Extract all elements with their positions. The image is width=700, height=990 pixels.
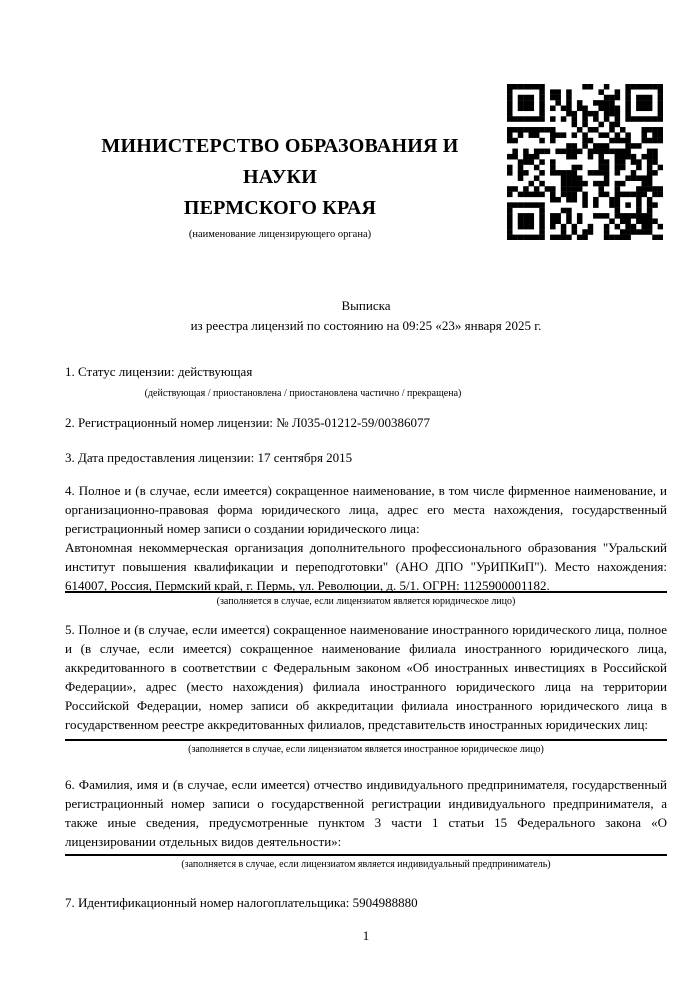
item-5-foreign-entity: 5. Полное и (в случае, если имеется) сокращенное наименование иностранного юридического лица, полное и (в случае, если имеется) сокращенное наименование филиала иностранного юридического лица, аккредитованного в соответствии с Федеральным законом «Об иностранных инвестициях в Российской Федерации», адрес (место нахождения) филиала иностранного юридического лица на территории Российской Федерации, номер записи об аккредитации филиала иностранного юридического лица в государственном реестре аккредитованных филиалов, представительств иностранных юридических лиц: [65,622,667,732]
ministry-caption: (наименование лицензирующего органа) [188,229,372,240]
qr-code-icon [507,84,663,240]
document-subtitle: из реестра лицензий по состоянию на 09:25 «23» января 2025 г. [190,318,542,333]
licensing-authority-header [65,131,495,241]
document-title: Выписка [341,298,391,313]
item-5-caption: (заполняется в случае, если лицензиатом является иностранное юридическое лицо) [188,744,544,755]
item-6-caption: (заполняется в случае, если лицензиатом является индивидуальный предприниматель) [181,859,551,870]
item-4-value: Автономная некоммерческая организация дополнительного профессионального образования "Уральский институт повышения квалификации и переподготовки" (АНО ДПО "УрИПКиП"). Место нахождения: 614007, Россия, Пермский край, г. Пермь, ул. Революции, д. 5/1. ОГРН: 1125900001182. [65,540,667,593]
item-7-taxpayer-id: 7. Идентификационный номер налогоплательщика: 5904988880 [65,895,418,910]
item-6-entrepreneur: 6. Фамилия, имя и (в случае, если имеется) отчество индивидуального предпринимателя, государственный регистрационный номер записи о государственной регистрации индивидуального предпринимателя, а также иные сведения, предусмотренные пунктом 3 части 1 статьи 15 Федерального закона «О лицензировании отдельных видов деятельности»: [65,777,667,849]
item-4-caption: (заполняется в случае, если лицензиатом является юридическое лицо) [216,596,516,607]
foreign-entity-fill-line [65,739,667,741]
item-1-license-status: 1. Статус лицензии: действующая [65,364,253,379]
entrepreneur-fill-line [65,854,667,856]
document-title-block [65,296,667,336]
ministry-name-line1: МИНИСТЕРСТВО ОБРАЗОВАНИЯ И НАУКИ [101,135,459,188]
ministry-name [65,131,495,224]
legal-entity-fill-line [65,591,667,593]
item-4-intro: 4. Полное и (в случае, если имеется) сокращенное наименование, в том числе фирменное наименование, и организационно-правовая форма юридического лица, адрес его места нахождения, государственный регистрационный номер записи о создании юридического лица: [65,483,667,536]
item-4-legal-entity [65,481,667,595]
item-3-grant-date: 3. Дата предоставления лицензии: 17 сентября 2015 [65,450,353,465]
item-2-registration-number: 2. Регистрационный номер лицензии: № Л035-01212-59/00386077 [65,415,431,430]
page-number: 1 [362,928,370,943]
ministry-name-line2: ПЕРМСКОГО КРАЯ [183,197,377,219]
item-1-status-options-caption: (действующая / приостановлена / приостановлена частично / прекращена) [144,388,462,399]
